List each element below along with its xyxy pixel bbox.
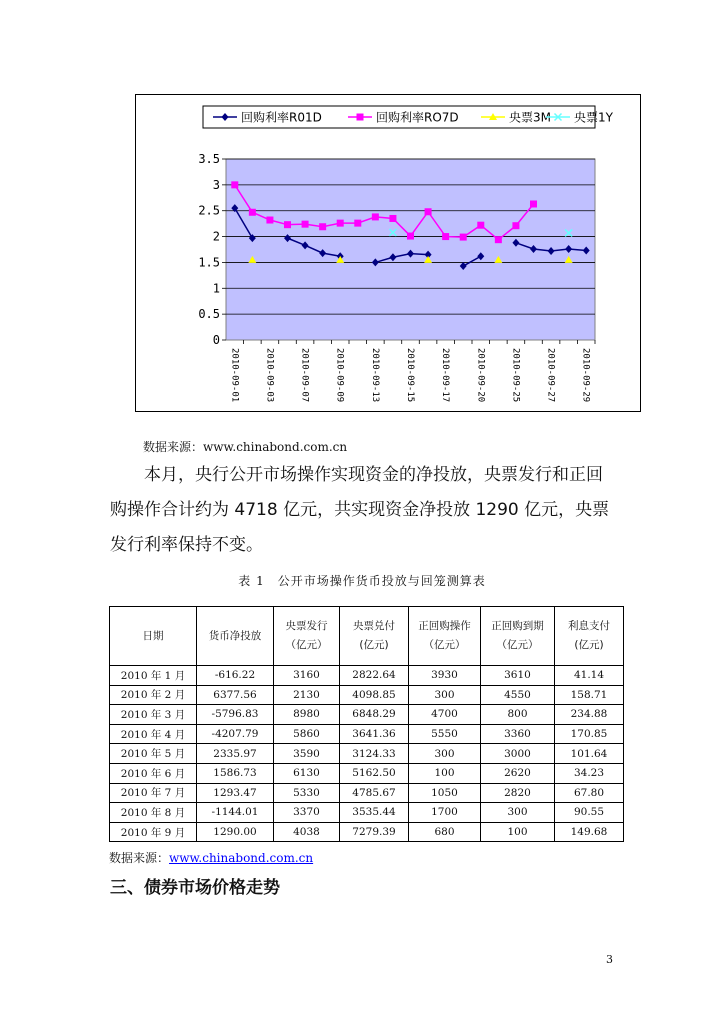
y-tick-label: 3 xyxy=(212,177,220,192)
page-number: 3 xyxy=(606,953,613,966)
table-cell: -1144.01 xyxy=(197,803,274,823)
x-tick-label: 2010-09-13 xyxy=(369,348,380,403)
table-cell: 67.80 xyxy=(555,783,624,803)
data-point xyxy=(389,215,396,222)
table-row xyxy=(110,724,624,744)
x-tick-label: 2010-09-25 xyxy=(510,348,521,403)
table-cell: 3160 xyxy=(274,666,340,686)
rate-chart-svg xyxy=(136,95,642,413)
table-cell: 90.55 xyxy=(555,803,624,823)
legend-label: 央票3M xyxy=(509,110,551,125)
table-row xyxy=(110,822,624,842)
table-cell: 2010 年 3 月 xyxy=(110,705,197,725)
data-point xyxy=(319,223,326,230)
x-tick-label: 2010-09-15 xyxy=(405,348,415,403)
table-row xyxy=(110,705,624,725)
table-cell: -5796.83 xyxy=(197,705,274,725)
data-point xyxy=(337,220,344,227)
table-cell: 2822.64 xyxy=(340,666,409,686)
data-point xyxy=(512,222,519,229)
table-cell: 2010 年 1 月 xyxy=(110,666,197,686)
data-point xyxy=(357,114,364,121)
table-cell: 34.23 xyxy=(555,763,624,783)
table-source-prefix: 数据来源： xyxy=(109,851,170,865)
table-cell: 8980 xyxy=(274,705,340,725)
legend-label: 央票1Y xyxy=(574,110,613,125)
chart-source: 数据来源：www.chinabond.com.cn xyxy=(143,440,348,454)
table-cell: 2620 xyxy=(481,763,555,783)
table-row xyxy=(110,763,624,783)
data-point xyxy=(477,222,484,229)
table-cell: 5860 xyxy=(274,724,340,744)
y-tick-label: 2 xyxy=(212,229,220,244)
data-point xyxy=(302,221,309,228)
header-bill-issue: 央票发行 （亿元） xyxy=(274,607,340,666)
table-cell: 3370 xyxy=(274,803,340,823)
body-paragraph xyxy=(110,458,620,563)
table-row xyxy=(110,666,624,686)
table-cell: 300 xyxy=(481,803,555,823)
y-tick-label: 1 xyxy=(212,281,220,296)
table-cell: 2010 年 8 月 xyxy=(110,803,197,823)
table-cell: 2820 xyxy=(481,783,555,803)
table-cell: 101.64 xyxy=(555,744,624,764)
data-point xyxy=(425,208,432,215)
table-source xyxy=(109,849,313,866)
table-cell: 3590 xyxy=(274,744,340,764)
x-tick-label: 2010-09-17 xyxy=(440,348,451,403)
data-point xyxy=(266,217,273,224)
table-source-link[interactable]: www.chinabond.com.cn xyxy=(169,851,314,865)
table-cell: 1290.00 xyxy=(197,822,274,842)
header-net-injection: 货币净投放 xyxy=(197,607,274,666)
data-point xyxy=(460,234,467,241)
table-row xyxy=(110,803,624,823)
table-cell: 5330 xyxy=(274,783,340,803)
x-tick-label: 2010-09-07 xyxy=(299,348,310,403)
table-cell: 149.68 xyxy=(555,822,624,842)
y-tick-label: 2.5 xyxy=(198,203,220,218)
table-cell: -616.22 xyxy=(197,666,274,686)
money-supply-table xyxy=(109,606,624,842)
table-cell: 100 xyxy=(481,822,555,842)
table-cell: 6848.29 xyxy=(340,705,409,725)
table-row xyxy=(110,685,624,705)
table-cell: -4207.79 xyxy=(197,724,274,744)
table-cell: 4038 xyxy=(274,822,340,842)
table-cell: 41.14 xyxy=(555,666,624,686)
table-cell: 7279.39 xyxy=(340,822,409,842)
header-bill-redeem: 央票兑付 (亿元) xyxy=(340,607,409,666)
section-title: 三、债券市场价格走势 xyxy=(110,878,280,898)
rate-chart xyxy=(135,94,641,412)
table-cell: 2130 xyxy=(274,685,340,705)
table-header-row xyxy=(110,607,624,666)
table-cell: 1050 xyxy=(409,783,481,803)
table-cell: 4550 xyxy=(481,685,555,705)
table-cell: 2335.97 xyxy=(197,744,274,764)
data-point xyxy=(231,181,238,188)
table-cell: 5162.50 xyxy=(340,763,409,783)
table-cell: 3641.36 xyxy=(340,724,409,744)
y-tick-label: 3.5 xyxy=(198,152,220,166)
table-cell: 4785.67 xyxy=(340,783,409,803)
y-tick-label: 0.5 xyxy=(198,307,220,322)
table-cell: 4098.85 xyxy=(340,685,409,705)
paragraph-line: 购操作合计约为 4718 亿元，共实现资金净投放 1290 亿元，央票 xyxy=(110,500,610,520)
table-cell: 2010 年 9 月 xyxy=(110,822,197,842)
y-tick-label: 1.5 xyxy=(198,255,220,270)
header-repo-maturity: 正回购到期 （亿元） xyxy=(481,607,555,666)
table-cell: 3000 xyxy=(481,744,555,764)
header-repo-operation: 正回购操作 （亿元） xyxy=(409,607,481,666)
data-point xyxy=(372,213,379,220)
table-cell: 680 xyxy=(409,822,481,842)
table-cell: 3610 xyxy=(481,666,555,686)
data-point xyxy=(284,221,291,228)
x-tick-label: 2010-09-09 xyxy=(334,348,345,403)
table-cell: 3360 xyxy=(481,724,555,744)
table-cell: 3930 xyxy=(409,666,481,686)
table-cell: 1586.73 xyxy=(197,763,274,783)
legend-label: 回购利率R01D xyxy=(241,110,322,125)
table-cell: 158.71 xyxy=(555,685,624,705)
table-cell: 234.88 xyxy=(555,705,624,725)
table-cell: 4700 xyxy=(409,705,481,725)
data-point xyxy=(495,236,502,243)
table-caption: 表 1 公开市场操作货币投放与回笼测算表 xyxy=(238,574,486,588)
table-cell: 2010 年 7 月 xyxy=(110,783,197,803)
table-cell: 2010 年 2 月 xyxy=(110,685,197,705)
table-cell: 6377.56 xyxy=(197,685,274,705)
table-row xyxy=(110,744,624,764)
table-cell: 2010 年 4 月 xyxy=(110,724,197,744)
data-point xyxy=(530,200,537,207)
data-point xyxy=(354,220,361,227)
table-cell: 3535.44 xyxy=(340,803,409,823)
table-cell: 2010 年 5 月 xyxy=(110,744,197,764)
x-tick-label: 2010-09-01 xyxy=(229,348,240,403)
table-cell: 170.85 xyxy=(555,724,624,744)
table-cell: 800 xyxy=(481,705,555,725)
table-cell: 2010 年 6 月 xyxy=(110,763,197,783)
data-point xyxy=(249,209,256,216)
table-cell: 6130 xyxy=(274,763,340,783)
data-point xyxy=(442,233,449,240)
table-cell: 1700 xyxy=(409,803,481,823)
x-tick-label: 2010-09-27 xyxy=(545,348,556,403)
table-cell: 100 xyxy=(409,763,481,783)
paragraph-line: 本月，央行公开市场操作实现资金的净投放，央票发行和正回 xyxy=(144,465,603,485)
header-date: 日期 xyxy=(110,607,197,666)
legend-label: 回购利率RO7D xyxy=(376,110,459,125)
table-cell: 300 xyxy=(409,685,481,705)
x-tick-label: 2010-09-03 xyxy=(264,348,275,403)
x-tick-label: 2010-09-20 xyxy=(475,348,486,403)
header-interest: 利息支付 (亿元) xyxy=(555,607,624,666)
table-cell: 1293.47 xyxy=(197,783,274,803)
table-cell: 300 xyxy=(409,744,481,764)
paragraph-line: 发行利率保持不变。 xyxy=(110,535,263,555)
y-tick-label: 0 xyxy=(212,333,220,347)
table-cell: 3124.33 xyxy=(340,744,409,764)
table-row xyxy=(110,783,624,803)
data-point xyxy=(407,233,414,240)
table-cell: 5550 xyxy=(409,724,481,744)
x-tick-label: 2010-09-29 xyxy=(580,348,591,403)
